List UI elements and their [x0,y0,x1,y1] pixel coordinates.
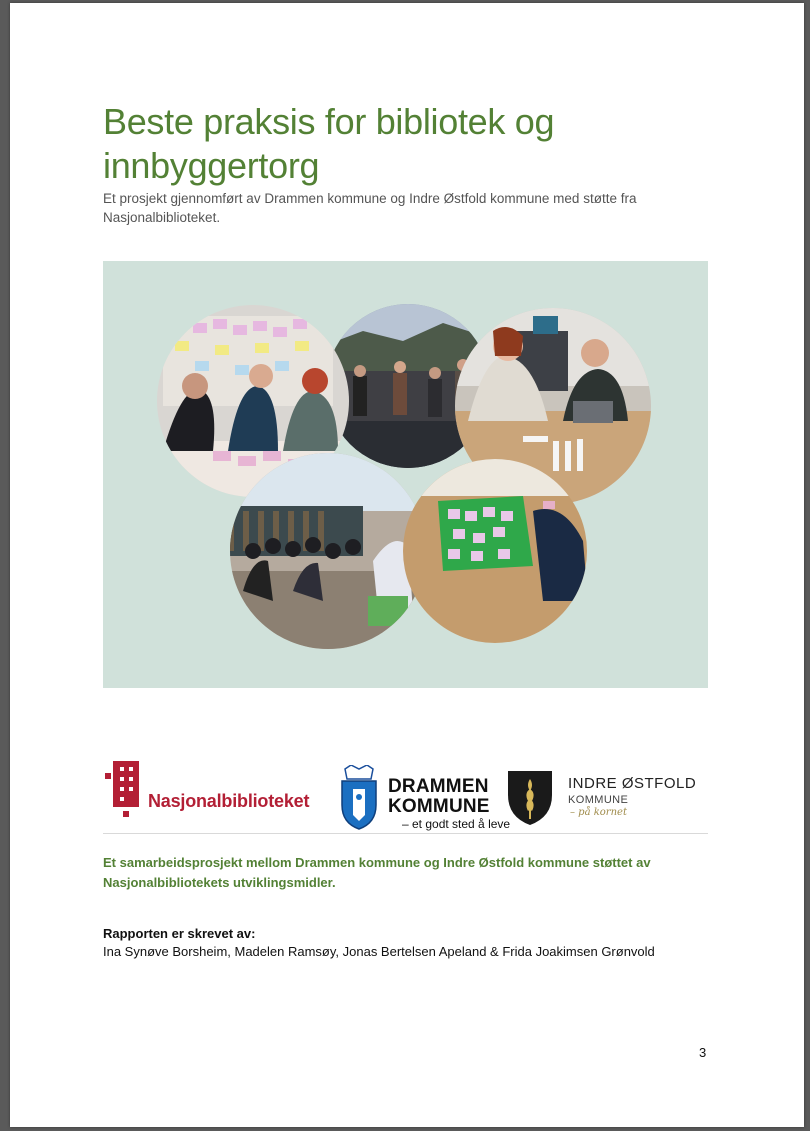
authors-list: Ina Synøve Borsheim, Madelen Ramsøy, Jonas Bertelsen Apeland & Frida Joakimsen Grønvold [103,944,655,959]
page-number: 3 [699,1045,707,1060]
drammen-logo-line1: DRAMMEN [388,776,489,797]
document-page [10,3,804,1127]
nasjonalbiblioteket-logo-text: Nasjonalbiblioteket [148,791,310,811]
authors-label: Rapporten er skrevet av: [103,926,256,941]
drammen-coat-of-arms-icon [339,765,379,831]
partner-logos [103,755,708,835]
nasjonalbiblioteket-logo-icon [103,761,143,821]
collaboration-statement: Et samarbeidsprosjekt mellom Drammen kommune og Indre Østfold kommune støttet av Nasjonalbibliotekets utviklingsmidler. [103,855,651,890]
divider [103,833,708,834]
document-subtitle: Et prosjekt gjennomført av Drammen kommune og Indre Østfold kommune med støtte fra Nasjonalbiblioteket. [103,191,637,225]
indre-ostfold-logo-line1: INDRE ØSTFOLD [568,775,697,792]
indre-ostfold-coat-of-arms-icon [506,769,554,827]
drammen-logo-text [388,777,510,831]
indre-ostfold-logo-tagline: – på kornet [570,807,627,818]
drammen-logo-line2: KOMMUNE [388,796,490,817]
photo-collage-image [103,261,708,688]
document-title: Beste praksis for bibliotek og innbyggertorg [103,101,555,186]
indre-ostfold-logo-text [568,775,696,819]
drammen-logo-tagline: – et godt sted å leve [402,817,511,831]
photo-collage [103,261,708,688]
indre-ostfold-logo-line2: KOMMUNE [568,794,629,806]
